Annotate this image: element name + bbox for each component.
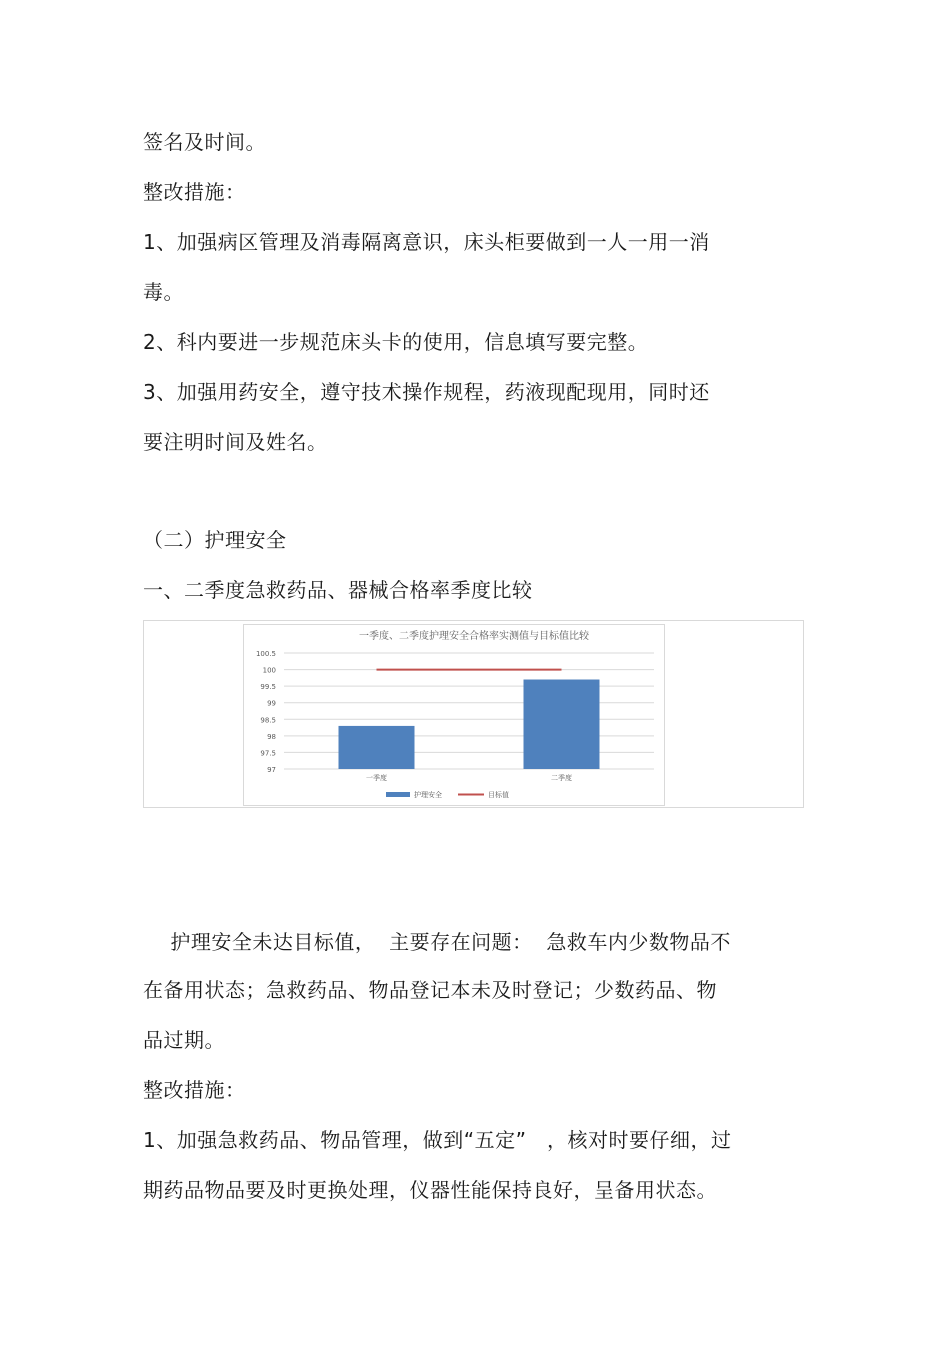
text-line: 1、加强急救药品、物品管理，做到“五定” ，核对时要仔细，过 xyxy=(143,1128,732,1152)
text-line: 1、加强病区管理及消毒隔离意识，床头柜要做到一人一用一消 xyxy=(143,230,710,254)
text-line: 在备用状态；急救药品、物品登记本未及时登记；少数药品、物 xyxy=(143,978,717,1002)
legend-label: 护理安全 xyxy=(414,791,442,799)
y-tick-label: 100.5 xyxy=(255,650,276,658)
chart-title: 一季度、二季度护理安全合格率实测值与目标值比较 xyxy=(359,631,589,642)
legend-label: 目标值 xyxy=(488,791,509,799)
legend-swatch-bar xyxy=(386,792,410,797)
text-line: 要注明时间及姓名。 xyxy=(143,430,328,454)
text-line: 整改措施： xyxy=(143,1078,246,1102)
text-line: 期药品物品要及时更换处理，仪器性能保持良好，呈备用状态。 xyxy=(143,1178,717,1202)
bar-1 xyxy=(339,726,415,769)
y-tick-label: 99 xyxy=(267,699,276,708)
text-line: 护理安全未达目标值， 主要存在问题： 急救车内少数物品不 xyxy=(143,930,731,954)
subsection-heading: 一、二季度急救药品、器械合格率季度比较 xyxy=(143,578,533,602)
chart-panel xyxy=(243,624,665,806)
y-tick-label: 100 xyxy=(262,666,276,675)
text-line: 毒。 xyxy=(143,280,184,304)
text-line: 整改措施： xyxy=(143,180,246,204)
text-line: 签名及时间。 xyxy=(143,130,266,154)
text-line: 3、加强用药安全，遵守技术操作规程，药液现配现用，同时还 xyxy=(143,380,710,404)
y-tick-label: 98.5 xyxy=(260,716,276,725)
x-tick-label: 一季度 xyxy=(366,774,387,782)
section-heading: （二）护理安全 xyxy=(143,528,287,552)
x-tick-label: 二季度 xyxy=(551,774,572,782)
y-tick-label: 97.5 xyxy=(260,749,276,758)
bar-2 xyxy=(524,680,600,769)
y-tick-label: 99.5 xyxy=(260,683,276,692)
text-line: 2、科内要进一步规范床头卡的使用，信息填写要完整。 xyxy=(143,330,649,354)
text-line: 品过期。 xyxy=(143,1028,225,1052)
bar-line-chart xyxy=(244,625,664,805)
y-tick-label: 98 xyxy=(267,732,276,741)
y-tick-label: 97 xyxy=(267,766,276,774)
